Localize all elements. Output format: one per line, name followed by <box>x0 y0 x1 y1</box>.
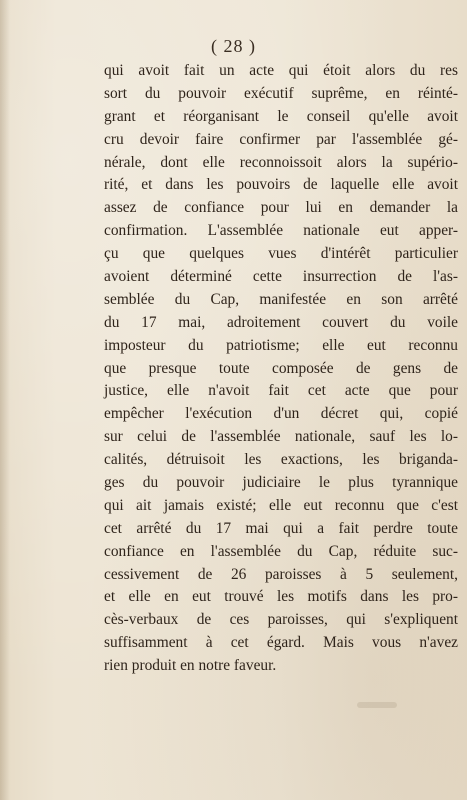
text-line: calités, détruisoit les exactions, les briganda- <box>104 451 458 469</box>
text-line: ges du pouvoir judiciaire le plus tyrannique <box>104 474 458 492</box>
text-line: rien produit en notre faveur. <box>104 657 277 675</box>
text-line: confirmation. L'assemblée nationale eut apper- <box>104 222 458 240</box>
text-line: avoient déterminé cette insurrection de l'as- <box>104 268 458 286</box>
text-line: çu que quelques vues d'intérêt particulier <box>104 245 458 263</box>
text-line: sort du pouvoir exécutif suprême, en réinté- <box>104 84 458 102</box>
text-line: que presque toute composée de gens de <box>104 359 458 377</box>
page-number: ( 28 ) <box>211 36 256 56</box>
text-line: du 17 mai, adroitement couvert du voile <box>104 313 458 331</box>
text-line: suffisamment à cet égard. Mais vous n'avez <box>104 634 458 652</box>
text-line: cet arrêté du 17 mai qui a fait perdre toute <box>104 519 458 537</box>
body-text <box>104 60 458 678</box>
text-line: assez de confiance pour lui en demander la <box>104 199 458 217</box>
text-line: rité, et dans les pouvoirs de laquelle elle avoit <box>104 176 458 194</box>
paper-smudge <box>357 702 397 708</box>
text-line: grant et réorganisant le conseil qu'elle avoit <box>104 107 458 125</box>
text-line: cessivement de 26 paroisses à 5 seulement, <box>104 565 458 583</box>
text-line: sur celui de l'assemblée nationale, sauf les lo- <box>104 428 458 446</box>
text-line: cru devoir faire confirmer par l'assemblée gé- <box>104 130 458 148</box>
spine-shadow <box>0 0 10 800</box>
text-line: semblée du Cap, manifestée en son arrêté <box>104 290 458 308</box>
text-line: confiance en l'assemblée du Cap, réduite suc- <box>104 542 458 560</box>
text-line: et elle en eut trouvé les motifs dans les pro- <box>104 588 458 606</box>
text-line: empêcher l'exécution d'un décret qui, copié <box>104 405 458 423</box>
text-line: cès-verbaux de ces paroisses, qui s'expliquent <box>104 611 458 629</box>
text-line: qui ait jamais existé; elle eut reconnu que c'est <box>104 496 458 514</box>
text-line: qui avoit fait un acte qui étoit alors du res <box>104 62 458 79</box>
text-line: imposteur du patriotisme; elle eut reconnu <box>104 336 458 354</box>
text-line: nérale, dont elle reconnoissoit alors la supério- <box>104 153 458 171</box>
text-line: justice, elle n'avoit fait cet acte que pour <box>104 382 458 400</box>
